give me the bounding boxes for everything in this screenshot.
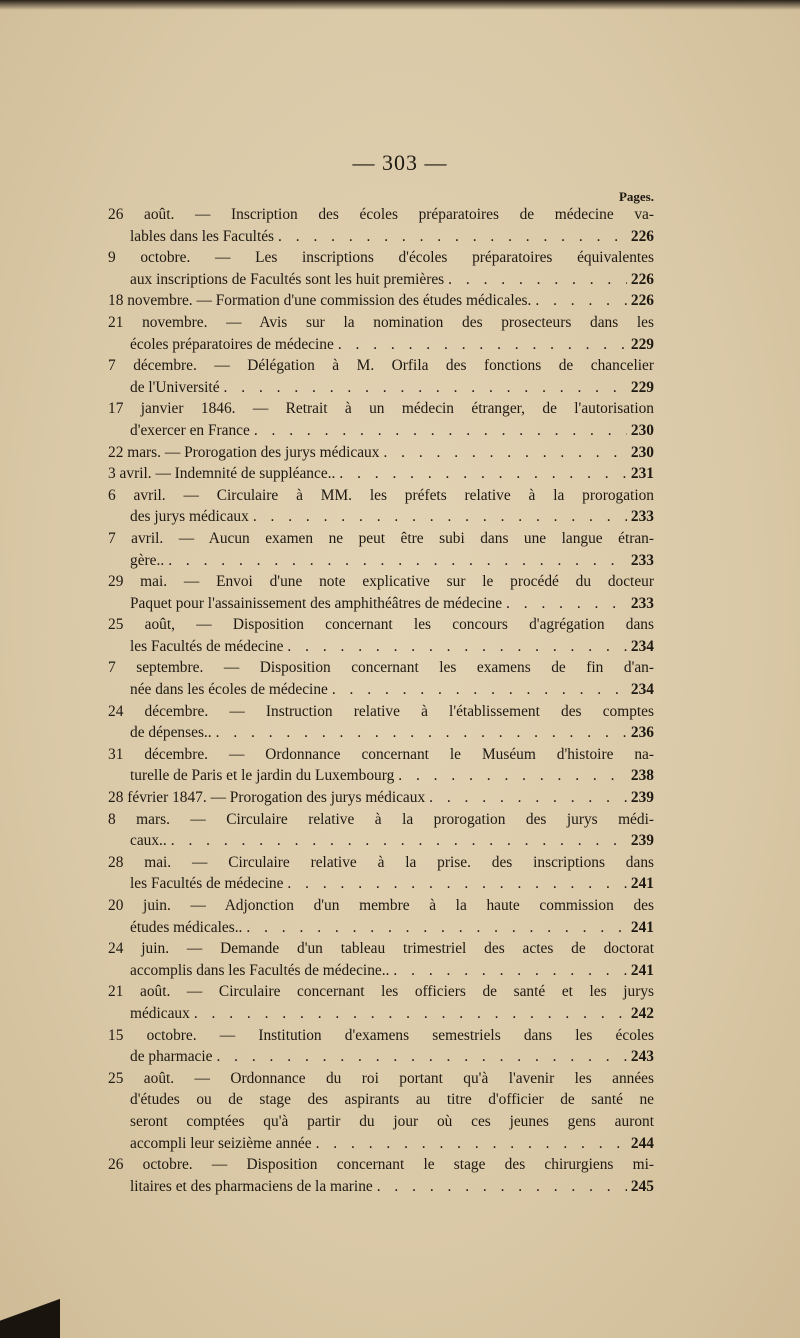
toc-entry-line: 8 mars. — Circulaire relative à la prorogation des jurys médi- (108, 810, 654, 828)
toc-entry-final-line (108, 506, 654, 528)
toc-page-number: 236 (630, 724, 654, 742)
toc-entry-line: médicaux (130, 1004, 190, 1022)
toc-entry-line: aux inscriptions de Facultés sont les huit premières (130, 270, 445, 288)
dot-leader (212, 722, 627, 744)
dot-leader (212, 1046, 626, 1068)
toc-entry (108, 355, 654, 398)
toc-entry-final-line (108, 873, 654, 895)
toc-entry-line: 24 décembre. — Instruction relative à l'établissement des comptes (108, 702, 654, 720)
toc-page-number: 244 (630, 1134, 654, 1152)
dot-leader (389, 960, 626, 982)
toc-entry-line: turelle de Paris et le jardin du Luxembourg (130, 767, 395, 785)
toc-entry-line: seront comptées qu'à partir du jour où ces jeunes gens auront (130, 1112, 654, 1130)
page-number: — 303 — (352, 150, 448, 175)
toc-entry-line: née dans les écoles de médecine (130, 681, 328, 699)
toc-entry-final-line (108, 377, 654, 399)
toc-entry (108, 895, 654, 938)
toc-entry-line: 21 novembre. — Avis sur la nomination des prosecteurs dans les (108, 313, 654, 331)
toc-entry-line: 7 décembre. — Délégation à M. Orfila des fonctions de chancelier (108, 357, 654, 375)
toc-entry-final-line (108, 269, 654, 291)
dot-leader (394, 765, 627, 787)
toc-entry-final-line (108, 960, 654, 982)
dot-leader (249, 506, 627, 528)
toc-entry-line: gère.. (130, 551, 165, 569)
toc-entry (108, 290, 654, 312)
toc-entry (108, 1068, 654, 1154)
toc-entry-final-line (108, 593, 654, 615)
toc-page-number: 239 (630, 832, 654, 850)
toc-entry-line: 22 mars. — Prorogation des jurys médicaux (108, 443, 380, 461)
dot-leader (328, 679, 627, 701)
toc-entry-line: d'études ou de stage des aspirants au titre d'officier de santé ne (130, 1091, 654, 1109)
page-top-edge (0, 0, 800, 10)
toc-entry-line: les Facultés de médecine (130, 875, 284, 893)
toc-entry-line: 9 octobre. — Les inscriptions d'écoles préparatoires équivalentes (108, 249, 654, 267)
table-of-contents (108, 204, 654, 1197)
dot-leader (502, 593, 627, 615)
toc-page-number: 245 (630, 1177, 654, 1195)
toc-page-number: 229 (630, 378, 654, 396)
toc-page-number: 226 (630, 292, 654, 310)
toc-page-number: 226 (630, 270, 654, 288)
toc-entry-line: de pharmacie (130, 1048, 213, 1066)
toc-page-number: 242 (630, 1004, 654, 1022)
toc-page-number: 241 (630, 918, 654, 936)
toc-entry-line: 25 août, — Disposition concernant les concours d'agrégation dans (108, 616, 654, 634)
dot-leader (242, 917, 627, 939)
toc-entry (108, 614, 654, 657)
toc-entry (108, 442, 654, 464)
dot-leader (312, 1133, 627, 1155)
dot-leader (190, 1003, 627, 1025)
toc-page-number: 226 (630, 227, 654, 245)
toc-entry-line: 26 août. — Inscription des écoles préparatoires de médecine va- (108, 206, 654, 223)
toc-entry-final-line (108, 290, 654, 312)
toc-entry-final-line (108, 1133, 654, 1155)
toc-entry (108, 1025, 654, 1068)
toc-entry (108, 571, 654, 614)
toc-entry-line: 31 décembre. — Ordonnance concernant le Muséum d'histoire na- (108, 745, 654, 763)
dot-leader (167, 830, 627, 852)
toc-page-number: 239 (630, 789, 654, 807)
toc-entry (108, 485, 654, 528)
toc-entry-final-line (108, 334, 654, 356)
toc-entry-final-line (108, 679, 654, 701)
dot-leader (425, 787, 627, 809)
dot-leader (379, 442, 626, 464)
toc-entry-line: des jurys médicaux (130, 508, 249, 526)
toc-entry-line: d'exercer en France (130, 421, 250, 439)
toc-page-number: 234 (630, 681, 654, 699)
toc-page-number: 233 (630, 594, 654, 612)
dot-leader (373, 1176, 627, 1198)
toc-entry-line: de dépenses.. (130, 724, 212, 742)
toc-entry-line: 15 octobre. — Institution d'examens semestriels dans les écoles (108, 1026, 654, 1044)
toc-entry-final-line (108, 722, 654, 744)
toc-page-number: 238 (630, 767, 654, 785)
toc-entry (108, 852, 654, 895)
toc-entry (108, 938, 654, 981)
dot-leader (283, 636, 626, 658)
toc-page-number: 233 (630, 508, 654, 526)
toc-entry-line: 7 septembre. — Disposition concernant les examens de fin d'an- (108, 659, 654, 677)
toc-entry-line: 21 août. — Circulaire concernant les officiers de santé et les jurys (108, 983, 654, 1001)
toc-entry (108, 398, 654, 441)
toc-entry-line: 7 avril. — Aucun examen ne peut être subi dans une langue étran- (108, 529, 654, 547)
dot-leader (283, 873, 626, 895)
toc-entry (108, 463, 654, 485)
toc-entry-line: caux.. (130, 832, 167, 850)
toc-entry-final-line (108, 787, 654, 809)
toc-entry (108, 744, 654, 787)
toc-page-number: 233 (630, 551, 654, 569)
dot-leader (335, 463, 627, 485)
toc-entry-final-line (108, 830, 654, 852)
toc-entry (108, 809, 654, 852)
toc-page-number: 243 (630, 1048, 654, 1066)
dot-leader (164, 550, 627, 572)
dot-leader (220, 377, 627, 399)
toc-entry (108, 657, 654, 700)
toc-entry-line: 6 avril. — Circulaire à MM. les préfets relative à la prorogation (108, 486, 654, 504)
toc-entry-line: 24 juin. — Demande d'un tableau trimestriel des actes de doctorat (108, 940, 654, 958)
toc-entry-final-line (108, 550, 654, 572)
toc-entry-line: 17 janvier 1846. — Retrait à un médecin étranger, de l'autorisation (108, 400, 654, 418)
toc-entry-line: 20 juin. — Adjonction d'un membre à la haute commission des (108, 897, 654, 914)
toc-entry-line: accomplis dans les Facultés de médecine.. (130, 961, 390, 979)
toc-entry-final-line (108, 917, 654, 939)
toc-entry-final-line (108, 226, 654, 248)
dot-leader (250, 420, 627, 442)
toc-entry (108, 701, 654, 744)
toc-entry (108, 981, 654, 1024)
toc-entry-line: Paquet pour l'assainissement des amphithéâtres de médecine (130, 594, 503, 612)
toc-page-number: 230 (630, 443, 654, 461)
toc-entry-line: les Facultés de médecine (130, 637, 284, 655)
toc-entry-line: lables dans les Facultés (130, 227, 275, 245)
toc-entry-line: de l'Université (130, 378, 220, 396)
toc-entry-final-line (108, 463, 654, 485)
dot-leader (274, 226, 627, 248)
pages-column-label: Pages. (618, 189, 654, 204)
toc-page-number: 234 (630, 637, 654, 655)
dot-leader (334, 334, 627, 356)
toc-page-number: 241 (630, 875, 654, 893)
toc-entry-line: 28 février 1847. — Prorogation des jurys médicaux (108, 789, 426, 807)
toc-entry-final-line (108, 1046, 654, 1068)
toc-page-number: 229 (630, 335, 654, 353)
toc-entry-line: 28 mai. — Circulaire relative à la prise. des inscriptions dans (108, 853, 654, 871)
toc-entry-final-line (108, 1003, 654, 1025)
toc-entry-line: études médicales.. (130, 918, 243, 936)
toc-entry-line: 29 mai. — Envoi d'une note explicative sur le procédé du docteur (108, 573, 654, 591)
toc-entry-final-line (108, 636, 654, 658)
toc-entry-final-line (108, 420, 654, 442)
toc-entry-line: 3 avril. — Indemnité de suppléance.. (108, 465, 336, 483)
toc-entry (108, 312, 654, 355)
toc-entry-final-line (108, 442, 654, 464)
toc-entry-line: écoles préparatoires de médecine (130, 335, 334, 353)
toc-page-number: 231 (630, 465, 654, 483)
page-corner-shadow (0, 1288, 60, 1338)
toc-entry-line: 25 août. — Ordonnance du roi portant qu'à l'avenir les années (108, 1069, 654, 1087)
dot-leader (444, 269, 627, 291)
toc-page-number: 241 (630, 961, 654, 979)
toc-entry (108, 247, 654, 290)
toc-entry-final-line (108, 1176, 654, 1198)
toc-entry (108, 528, 654, 571)
toc-entry-line: accompli leur seizième année (130, 1134, 312, 1152)
toc-entry-line: litaires et des pharmaciens de la marine (130, 1177, 373, 1195)
dot-leader (531, 290, 627, 312)
toc-entry (108, 204, 654, 247)
toc-entry-final-line (108, 765, 654, 787)
toc-entry-line: 18 novembre. — Formation d'une commission des études médicales. (108, 292, 532, 310)
toc-entry (108, 1154, 654, 1197)
toc-page-number: 230 (630, 421, 654, 439)
toc-entry (108, 787, 654, 809)
toc-entry-line: 26 octobre. — Disposition concernant le stage des chirurgiens mi- (108, 1156, 654, 1174)
